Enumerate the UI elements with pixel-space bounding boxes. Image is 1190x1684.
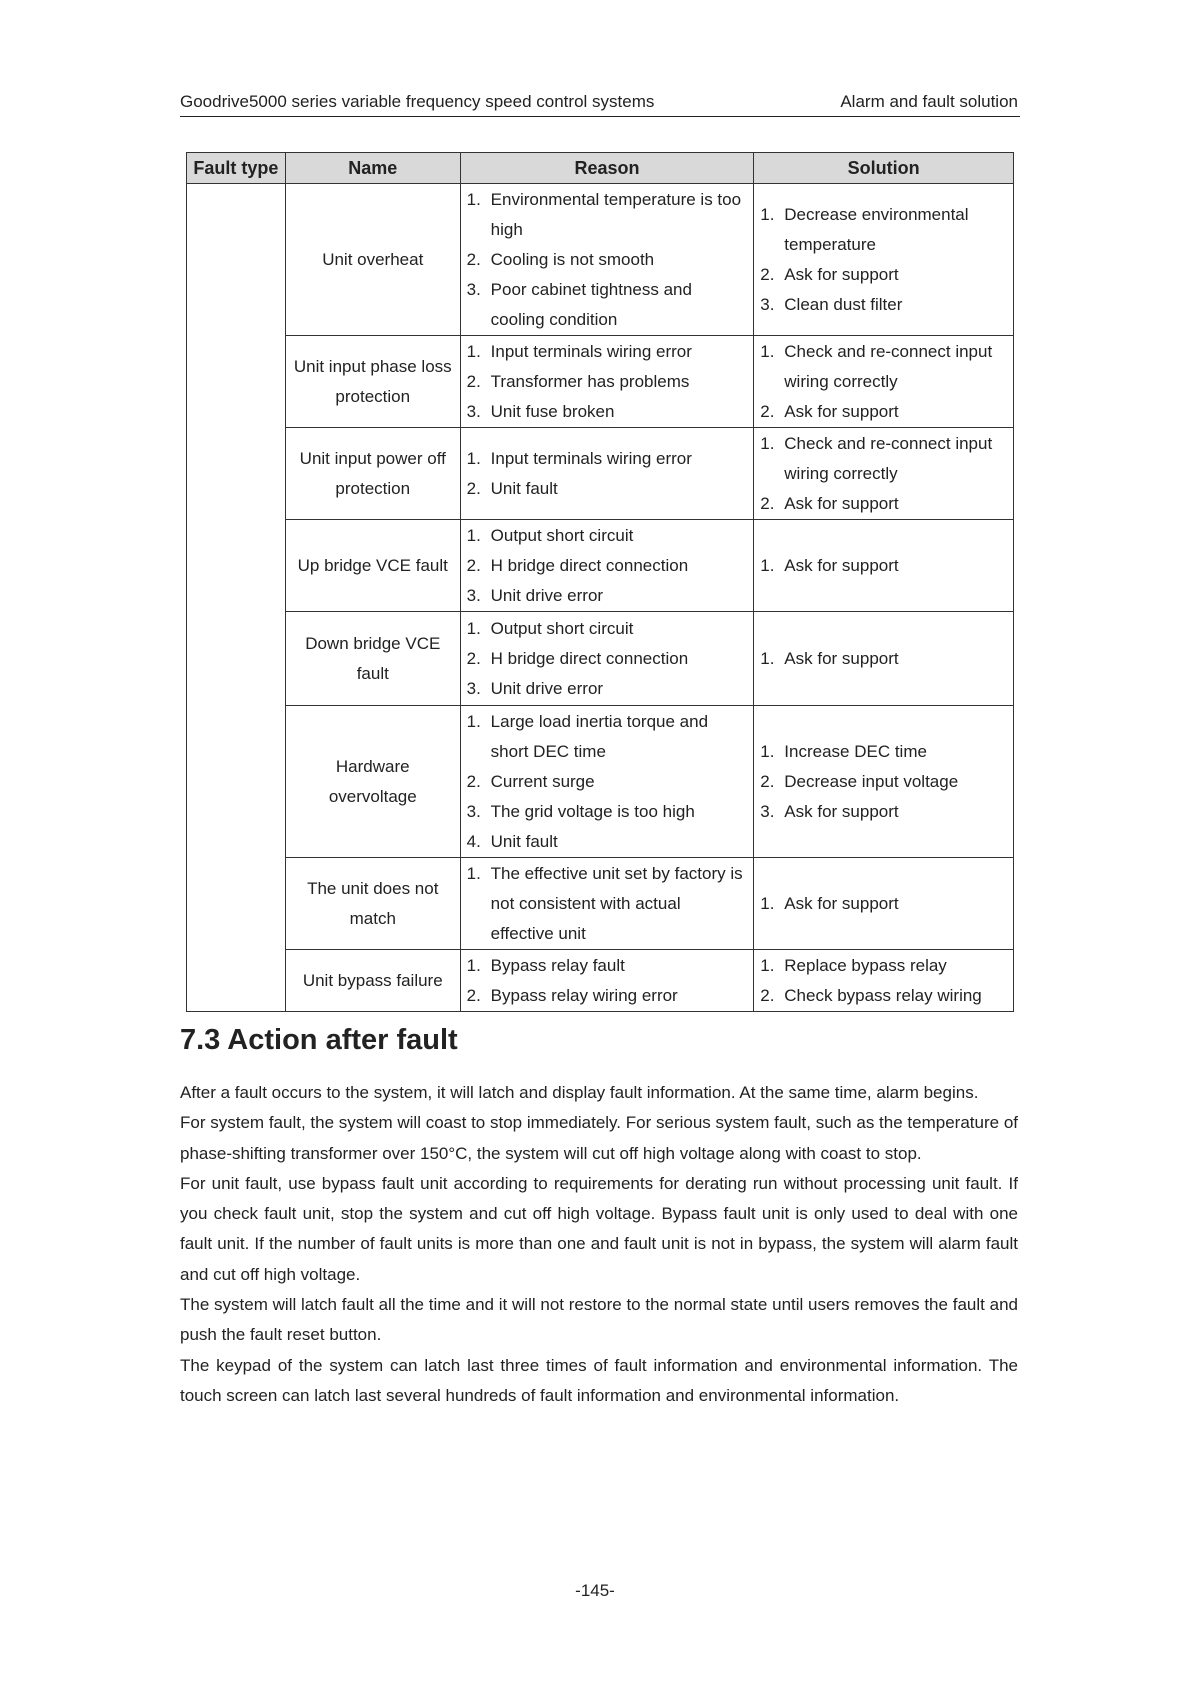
solution-item: 1. Ask for support [760, 555, 899, 575]
solution-item: 2. Ask for support [760, 264, 899, 284]
table-row [187, 520, 1014, 612]
solution-cell [754, 950, 1014, 1012]
reason-item: 3. Unit drive error [466, 678, 604, 698]
reason-item: 1. Bypass relay fault [466, 955, 625, 975]
header-solution: Solution [754, 153, 1014, 184]
table-row [187, 950, 1014, 1012]
header-fault-type: Fault type [187, 153, 286, 184]
table-row [187, 706, 1014, 858]
paragraph: For unit fault, use bypass fault unit according to requirements for derating run without processing unit fault. If you check fault unit, stop the system and cut off high voltage. Bypass fault unit is only used to deal with one fault unit. If the number of fault units is more than one and fault unit is not in bypass, the system will alarm fault and cut off high voltage. [180, 1173, 1018, 1284]
solution-cell [754, 428, 1014, 520]
solution-item: 3. Ask for support [760, 801, 899, 821]
solution-cell [754, 612, 1014, 706]
table-row [187, 612, 1014, 706]
header-name: Name [285, 153, 460, 184]
table-row [187, 428, 1014, 520]
fault-name: Unit bypass failure [285, 950, 460, 1012]
reason-item: 2. Transformer has problems [466, 371, 690, 391]
reason-item: 3. Unit drive error [466, 585, 604, 605]
fault-type-cell [187, 184, 286, 1012]
reason-item: 1. Input terminals wiring error [466, 341, 692, 361]
reason-item: 2. Current surge [466, 771, 595, 791]
fault-name: Up bridge VCE fault [285, 520, 460, 612]
fault-name: Hardware overvoltage [285, 706, 460, 858]
reason-cell [460, 950, 754, 1012]
solution-item: 2. Check bypass relay wiring [760, 985, 982, 1005]
section-body [180, 1078, 1018, 1411]
fault-name: Down bridge VCE fault [285, 612, 460, 706]
header-document-title: Goodrive5000 series variable frequency speed control systems [180, 92, 655, 111]
paragraph: The keypad of the system can latch last three times of fault information and environmental information. The touch screen can latch last several hundreds of fault information and environmental information. [180, 1355, 1018, 1405]
reason-item: 4. Unit fault [466, 831, 558, 851]
table-header-row [187, 153, 1014, 184]
reason-item: 2. H bridge direct connection [466, 648, 689, 668]
solution-item: 1. Check and re-connect input wiring correctly [760, 341, 993, 391]
solution-cell [754, 336, 1014, 428]
reason-item: 2. Cooling is not smooth [466, 249, 655, 269]
reason-cell [460, 858, 754, 950]
fault-name: Unit input phase loss protection [285, 336, 460, 428]
reason-item: 1. Output short circuit [466, 525, 634, 545]
paragraph: After a fault occurs to the system, it will latch and display fault information. At the same time, alarm begins. [180, 1083, 979, 1102]
paragraph: The system will latch fault all the time and it will not restore to the normal state until users removes the fault and push the fault reset button. [180, 1295, 1018, 1345]
reason-item: 1. Large load inertia torque and short DEC time [466, 711, 709, 761]
reason-cell [460, 428, 754, 520]
solution-item: 2. Ask for support [760, 401, 899, 421]
reason-item: 1. The effective unit set by factory is not consistent with actual effective unit [466, 863, 743, 943]
reason-item: 3. Unit fuse broken [466, 401, 615, 421]
header-chapter-title: Alarm and fault solution [840, 92, 1018, 111]
solution-cell [754, 520, 1014, 612]
reason-item: 1. Output short circuit [466, 618, 634, 638]
reason-cell [460, 706, 754, 858]
solution-item: 1. Ask for support [760, 648, 899, 668]
page-header [180, 92, 1020, 117]
reason-cell [460, 336, 754, 428]
reason-cell [460, 520, 754, 612]
paragraph: For system fault, the system will coast to stop immediately. For serious system fault, such as the temperature of phase-shifting transformer over 150°C, the system will cut off high voltage along with coast to stop. [180, 1113, 1018, 1163]
solution-item: 3. Clean dust filter [760, 294, 903, 314]
solution-item: 1. Decrease environmental temperature [760, 204, 969, 254]
reason-item: 2. Unit fault [466, 478, 558, 498]
solution-item: 1. Increase DEC time [760, 741, 927, 761]
fault-name: Unit input power off protection [285, 428, 460, 520]
solution-cell [754, 184, 1014, 336]
solution-item: 2. Ask for support [760, 493, 899, 513]
fault-name: Unit overheat [285, 184, 460, 336]
table-row [187, 858, 1014, 950]
page-number: -145- [575, 1581, 615, 1600]
reason-item: 3. Poor cabinet tightness and cooling condition [466, 279, 692, 329]
reason-cell [460, 184, 754, 336]
reason-item: 2. H bridge direct connection [466, 555, 689, 575]
header-reason: Reason [460, 153, 754, 184]
fault-name: The unit does not match [285, 858, 460, 950]
table-row [187, 336, 1014, 428]
solution-cell [754, 858, 1014, 950]
fault-table [186, 152, 1014, 1012]
solution-cell [754, 706, 1014, 858]
reason-item: 2. Bypass relay wiring error [466, 985, 678, 1005]
solution-item: 1. Check and re-connect input wiring correctly [760, 433, 993, 483]
reason-item: 1. Environmental temperature is too high [466, 189, 742, 239]
table-row [187, 184, 1014, 336]
reason-cell [460, 612, 754, 706]
reason-item: 1. Input terminals wiring error [466, 448, 692, 468]
solution-item: 1. Replace bypass relay [760, 955, 947, 975]
solution-item: 2. Decrease input voltage [760, 771, 959, 791]
reason-item: 3. The grid voltage is too high [466, 801, 695, 821]
solution-item: 1. Ask for support [760, 893, 899, 913]
section-title: 7.3 Action after fault [180, 1024, 458, 1056]
